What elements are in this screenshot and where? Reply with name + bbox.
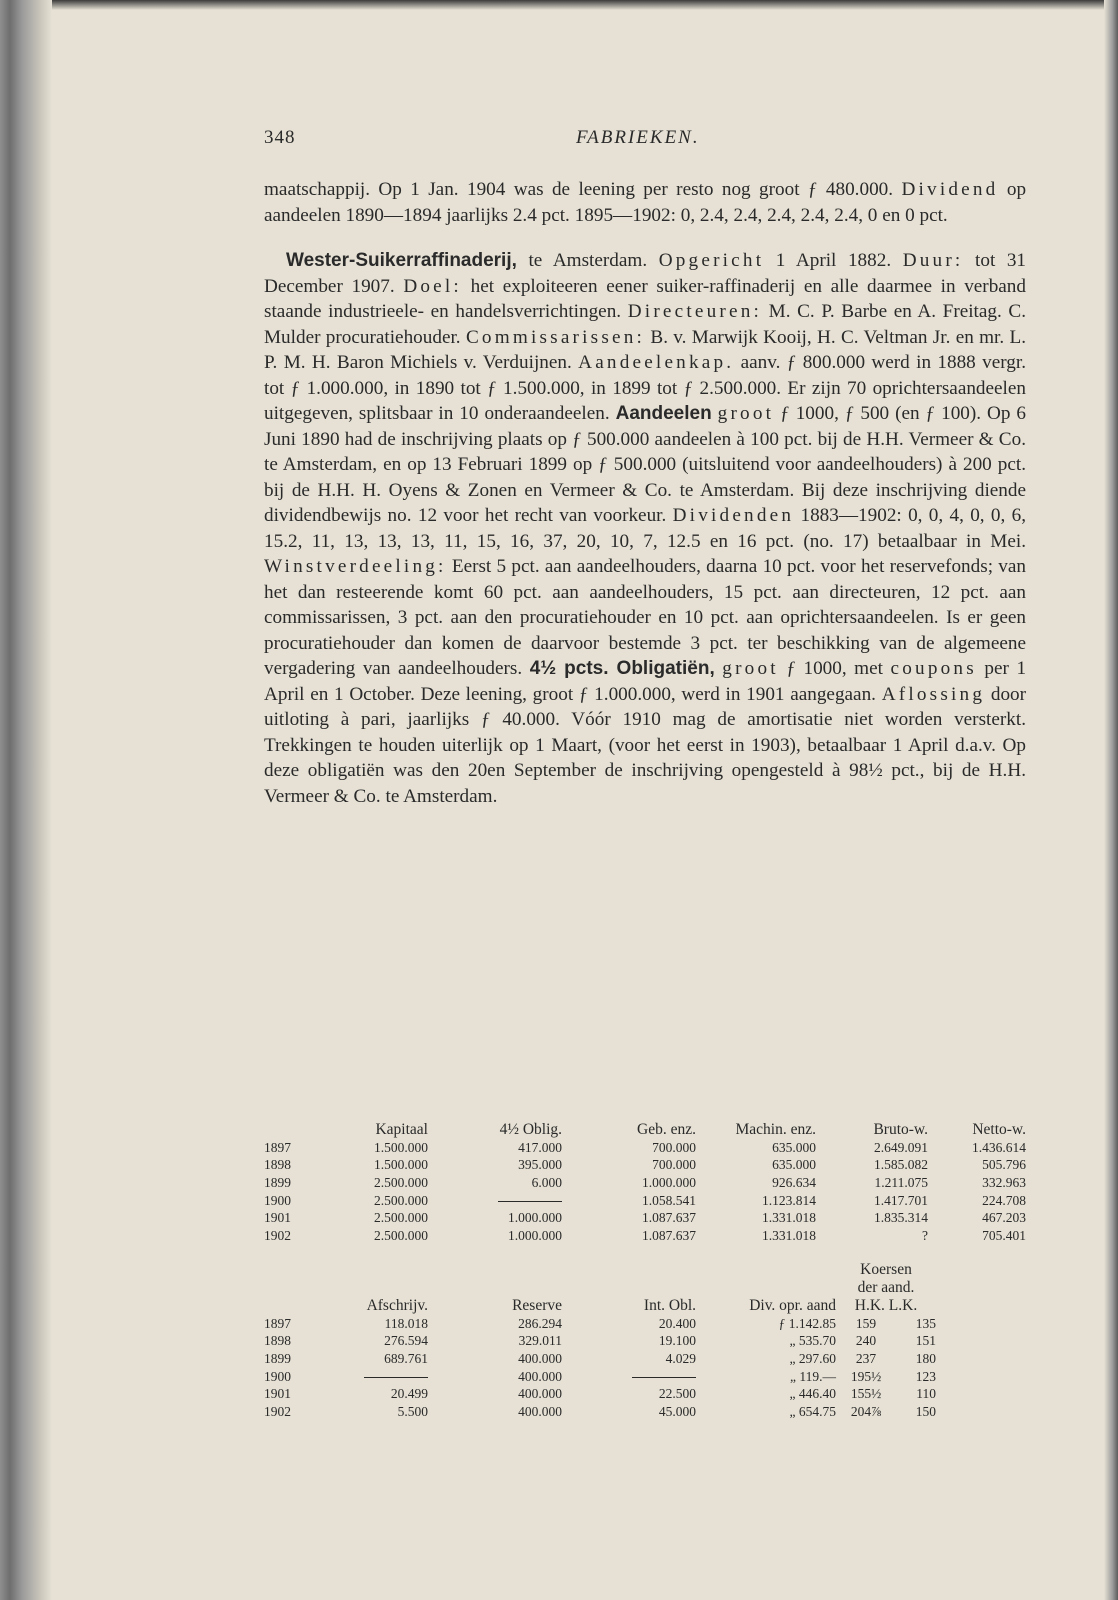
koersen-header <box>836 1261 936 1315</box>
entry-duration: tot 31 December 1907. <box>264 250 1027 297</box>
aandeelen-heading: Aandeelen <box>615 403 712 424</box>
table-cell: 6.000 <box>531 1174 562 1190</box>
entry-shares: ƒ 1000, ƒ 500 (en ƒ 100). Op 6 Juni 1890 had de inschrijving plaats op ƒ 500.000 aandeelen à 100 pct. bij de H.H. Vermeer & Co. te Amsterdam, en op 13 Februari 1899 op ƒ 500.000 (uitsluitend voor aandeelhouders) à 200 pct. bij de H.H. H. Oyens & Zonen en Vermeer & Co. te Amsterdam. Bij deze inschrijving diende dividendbewijs no. 12 voor het recht van voorkeur. <box>264 403 1027 526</box>
entry-dividends: 1883—1902: 0, 0, 4, 0, 0, 6, 15.2, 11, 13, 13, 13, 11, 15, 16, 37, 20, 10, 7, 12.5 en 16 pct. (no. 17) betaalbaar in Mei. <box>264 505 1026 552</box>
table-header-row <box>264 1261 1026 1315</box>
entry-location: te Amsterdam. <box>528 250 648 271</box>
table-cell: 110 <box>916 1386 936 1402</box>
table-cell: 118.018 <box>384 1315 428 1331</box>
table-cell: 635.000 <box>772 1157 816 1173</box>
table-row <box>264 1315 1026 1333</box>
entry-bond-size: ƒ 1000, met <box>786 658 883 679</box>
table-cell: 329.011 <box>518 1333 562 1349</box>
column-header: Bruto-w. <box>873 1121 928 1138</box>
spacer-cell <box>936 1315 1026 1333</box>
spacer-cell <box>936 1350 1026 1368</box>
table-cell: 926.634 <box>772 1174 816 1190</box>
financial-table-1 <box>264 1121 1026 1245</box>
year-cell: 1898 <box>264 1333 291 1349</box>
entry-redemption: door uitloting à pari, jaarlijks ƒ 40.000. Vóór 1910 mag de amortisatie niet worden versterkt. Trekkingen te houden uiterlijk op 1 Maart, (voor het eerst in 1903), betaalbaar 1 April d.a.v. Op deze obligatiën was den 20en September de inschrijving opengesteld à 98½ pct., bij de H.H. Vermeer & Co. te Amsterdam. <box>264 683 1027 807</box>
table-cell: 2.500.000 <box>374 1227 428 1243</box>
table-row <box>264 1227 1026 1245</box>
table-cell: 400.000 <box>518 1350 562 1366</box>
year-cell: 1902 <box>264 1227 291 1243</box>
spacer-cell <box>936 1368 1026 1386</box>
entry-directors: M. C. P. Barbe en A. Freitag. C. Mulder procuratiehouder. <box>264 301 1027 348</box>
table-cell: 2.649.091 <box>874 1139 928 1155</box>
winstverdeeling-label: Winstverdeeling: <box>264 556 447 577</box>
table-cell: 286.294 <box>518 1315 562 1331</box>
table-cell: 1.436.614 <box>972 1139 1026 1155</box>
year-cell: 1902 <box>264 1403 291 1419</box>
table-cell: 2.500.000 <box>374 1174 428 1190</box>
running-title: FABRIEKEN. <box>576 127 700 148</box>
table-row <box>264 1350 1026 1368</box>
table-cell: 151 <box>915 1333 936 1349</box>
table-cell: 180 <box>915 1350 936 1366</box>
year-cell: 1899 <box>264 1350 291 1366</box>
page-right-edge <box>1104 0 1118 1600</box>
hk-lk-labels <box>836 1297 936 1315</box>
column-header: Netto-w. <box>972 1121 1026 1138</box>
table-cell: 1.211.075 <box>874 1174 928 1190</box>
intro-line-1: maatschappij. Op 1 Jan. 1904 was de leening per resto nog groot <box>264 179 800 200</box>
table-row <box>264 1157 1026 1175</box>
table-cell: 700.000 <box>652 1139 696 1155</box>
entry-coupons: per 1 April en 1 October. Deze leening, groot ƒ 1.000.000, werd in 1901 aangegaan. <box>264 658 1027 705</box>
column-header: 4½ Oblig. <box>499 1121 562 1138</box>
table-cell: ? <box>922 1227 928 1243</box>
table-row <box>264 1174 1026 1192</box>
page-header <box>264 127 1026 155</box>
table-cell: 276.594 <box>384 1333 428 1349</box>
duur-label: Duur: <box>902 250 964 271</box>
column-header: Reserve <box>512 1297 562 1314</box>
groot-label: groot <box>717 403 775 424</box>
dash-cell <box>428 1192 562 1210</box>
obligatien-heading: 4½ pcts. Obligatiën, <box>529 658 715 679</box>
aandeelenkap-label: Aandeelenkap. <box>578 352 735 373</box>
table-cell: 400.000 <box>518 1368 562 1384</box>
table-cell: „ 654.75 <box>789 1403 836 1419</box>
year-cell: 1898 <box>264 1157 291 1173</box>
table-cell: 1.331.018 <box>762 1210 816 1226</box>
dividend-label: Dividend <box>901 179 999 200</box>
table-row <box>264 1403 1026 1421</box>
column-header-hk: H.K. <box>854 1297 885 1314</box>
spacer-cell <box>936 1385 1026 1403</box>
spacer-cell <box>936 1403 1026 1421</box>
table-cell: 159 <box>855 1315 877 1331</box>
table-cell: 155½ <box>850 1386 882 1402</box>
year-column-header <box>264 1121 304 1139</box>
table-cell: 400.000 <box>518 1386 562 1402</box>
year-cell: 1900 <box>264 1192 291 1208</box>
commissarissen-label: Commissarissen: <box>465 326 646 348</box>
table-cell: 689.761 <box>384 1350 428 1366</box>
table-cell: 467.203 <box>982 1210 1026 1226</box>
column-header: Int. Obl. <box>643 1297 696 1314</box>
table-cell: 1.123.814 <box>762 1192 816 1208</box>
column-header: Geb. enz. <box>637 1121 696 1138</box>
table-cell: 2.500.000 <box>374 1210 428 1226</box>
table-header-row <box>264 1121 1026 1139</box>
table-cell: „ 119.— <box>790 1368 836 1384</box>
table-row <box>264 1209 1026 1227</box>
year-column-header <box>264 1261 304 1315</box>
table-cell: 45.000 <box>658 1403 696 1419</box>
table-cell: 700.000 <box>652 1157 696 1173</box>
table-cell: 195½ <box>850 1368 882 1384</box>
column-header: Afschrijv. <box>366 1297 428 1314</box>
table-cell: 240 <box>855 1333 877 1349</box>
page-number: 348 <box>264 127 296 148</box>
koersen-sublabel: der aand. <box>857 1279 915 1296</box>
table-cell: 150 <box>915 1403 936 1419</box>
year-cell: 1899 <box>264 1174 291 1190</box>
column-header: Kapitaal <box>375 1121 428 1138</box>
dash-line <box>498 1201 562 1202</box>
table-cell: 204⅞ <box>850 1403 882 1419</box>
table-cell: 19.100 <box>658 1333 696 1349</box>
table-cell: 1.331.018 <box>762 1227 816 1243</box>
table-cell: „ 446.40 <box>789 1386 836 1402</box>
table-cell: „ 297.60 <box>789 1350 836 1366</box>
table-cell: 135 <box>915 1315 936 1331</box>
dash-line <box>632 1377 696 1378</box>
scan-top-edge <box>0 0 1118 10</box>
table-cell: ƒ 1.142.85 <box>778 1315 836 1331</box>
table-cell: 1.835.314 <box>874 1210 928 1226</box>
table-cell: 417.000 <box>518 1139 562 1155</box>
table-cell: 395.000 <box>518 1157 562 1173</box>
book-binding-shadow <box>0 0 52 1600</box>
opgericht-label: Opgericht <box>658 250 765 271</box>
coupons-label: coupons <box>890 658 977 679</box>
table-cell: 237 <box>855 1350 877 1366</box>
aflossing-label: Aflossing <box>881 683 986 705</box>
table-cell: 1.087.637 <box>642 1227 696 1243</box>
column-header: Machin. enz. <box>735 1121 816 1138</box>
table-row <box>264 1368 1026 1386</box>
spacer-cell <box>936 1333 1026 1351</box>
year-cell: 1900 <box>264 1368 291 1384</box>
table-cell: 1.087.637 <box>642 1210 696 1226</box>
table-cell: 4.029 <box>665 1350 696 1366</box>
year-cell: 1897 <box>264 1315 291 1331</box>
table-cell: „ 535.70 <box>789 1333 836 1349</box>
dividenden-label: Dividenden <box>672 505 795 526</box>
table-cell: 332.963 <box>982 1174 1026 1190</box>
intro-line-2a: ƒ 480.000. <box>807 179 894 200</box>
year-cell: 1901 <box>264 1210 291 1226</box>
table-cell: 1.000.000 <box>642 1174 696 1190</box>
entry-profit-distribution: Eerst 5 pct. aan aandeelhouders, daarna 10 pct. voor het reservefonds; van het dan resteerende komt 60 pct. aan aandeelhouders, 15 pct. aan directeuren, 12 pct. aan commissarissen, 3 pct. aan den procuratiehouder en 10 pct. aan oprichtersaandeelen. Is er geen procuratiehouder dan komen de daarvoor bestemde 3 pct. ter beschikking van de algemeene vergadering van aandeelhouders. <box>264 556 1026 679</box>
table-cell: 1.417.701 <box>874 1192 928 1208</box>
table-cell: 22.500 <box>658 1386 696 1402</box>
intro-line-2c: op aandeelen 1890—1894 jaarlijks 2.4 pct. <box>264 179 1027 226</box>
table-cell: 1.000.000 <box>508 1227 562 1243</box>
koersen-label: Koersen <box>860 1261 912 1278</box>
entry-commissioners: B. v. Marwijk Kooij, H. C. Veltman Jr. en mr. L. P. M. H. Baron Michiels v. Verduijnen. <box>264 326 1027 373</box>
company-name: Wester-Suikerraffinaderij, <box>286 250 517 271</box>
entry-founded: 1 April 1882. <box>775 250 892 271</box>
table-cell: 5.500 <box>397 1403 428 1419</box>
year-cell: 1897 <box>264 1139 291 1155</box>
table-cell: 1.500.000 <box>374 1139 428 1155</box>
table-cell: 20.499 <box>390 1386 428 1402</box>
table-row <box>264 1139 1026 1157</box>
table-cell: 505.796 <box>982 1157 1026 1173</box>
table-cell: 705.401 <box>982 1227 1026 1243</box>
dash-cell <box>304 1368 428 1386</box>
financial-table-2 <box>264 1261 1026 1421</box>
body-text <box>264 177 1026 809</box>
entry-purpose: het exploiteeren eener suiker-raffinaderij en alle daarmee in verband staande industrieele- en handelsverrichtingen. <box>264 275 1026 322</box>
table-cell: 123 <box>915 1368 936 1384</box>
column-header: Div. opr. aand <box>749 1297 836 1314</box>
directeuren-label: Directeuren: <box>627 301 763 322</box>
table-cell: 635.000 <box>772 1139 816 1155</box>
table-cell: 1.500.000 <box>374 1157 428 1173</box>
groot-label-2: groot <box>722 658 779 679</box>
table-cell: 1.000.000 <box>508 1210 562 1226</box>
entry-share-capital: aanv. ƒ 800.000 werd in 1888 vergr. tot ƒ 1.000.000, in 1890 tot ƒ 1.500.000, in 1899 tot ƒ 2.500.000. Er zijn 70 oprichtersaandeelen uitgegeven, splitsbaar in 10 onderaandeelen. <box>264 352 1027 424</box>
intro-line-3: 1895—1902: 0, 2.4, 2.4, 2.4, 2.4, 2.4, 0 en 0 pct. <box>574 204 948 226</box>
table-cell: 2.500.000 <box>374 1192 428 1208</box>
table-cell: 400.000 <box>518 1403 562 1419</box>
table-row <box>264 1333 1026 1351</box>
spacer-header <box>936 1261 1026 1315</box>
table-cell: 1.058.541 <box>642 1192 696 1208</box>
table-row <box>264 1385 1026 1403</box>
intro-paragraph <box>264 177 1026 228</box>
doel-label: Doel: <box>403 275 462 297</box>
table-cell: 20.400 <box>658 1315 696 1331</box>
table-cell: 224.708 <box>982 1192 1026 1208</box>
dash-line <box>364 1377 428 1378</box>
dash-cell <box>562 1368 696 1386</box>
entry-paragraph <box>264 248 1026 809</box>
column-header-lk: L.K. <box>888 1297 918 1314</box>
table-cell: 1.585.082 <box>874 1157 928 1173</box>
year-cell: 1901 <box>264 1386 291 1402</box>
table-row <box>264 1192 1026 1210</box>
